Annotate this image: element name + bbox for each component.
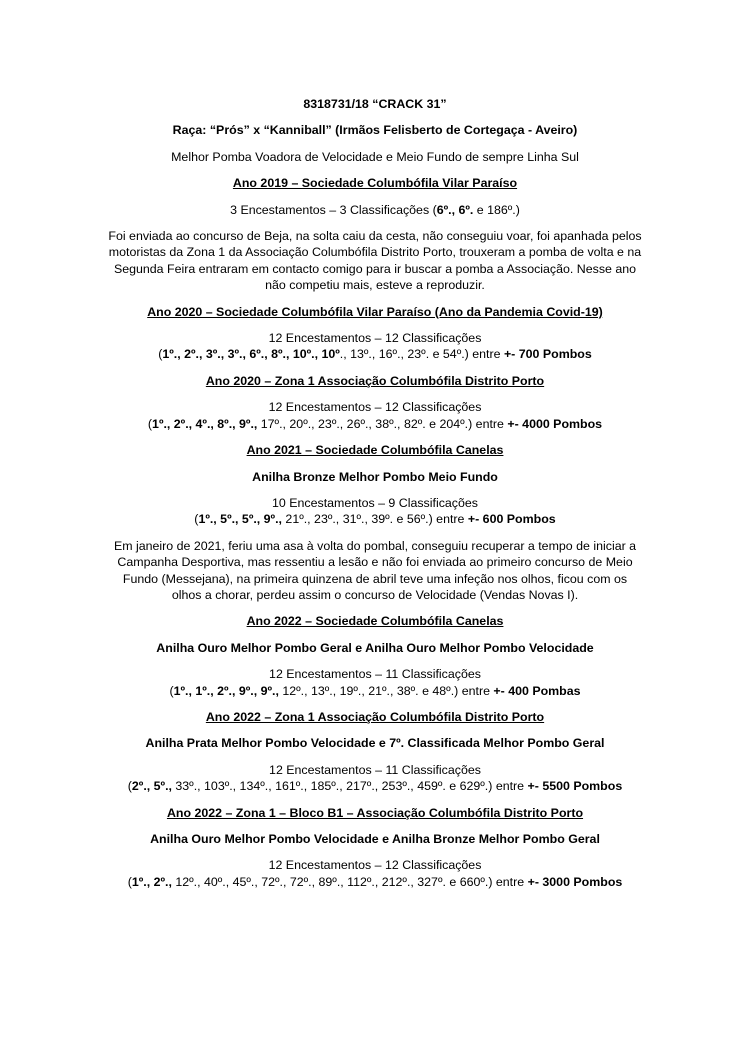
results-top-places: 2º., 5º., (131, 779, 172, 794)
results-field-size: +- 3000 Pombos (527, 874, 623, 889)
results-open: ( (158, 347, 163, 362)
results-stats: 12 Encestamentos – 12 Classificações (268, 400, 482, 415)
stats-text-end: e 186º.) (473, 202, 520, 217)
section-2022a-heading: Ano 2022 – Sociedade Columbófila Canelas (246, 614, 504, 629)
section-2022a-results (108, 666, 642, 699)
results-other-places: 21º., 23º., 31º., 39º. e 56º.) entre (281, 512, 468, 527)
stats-text: 3 Encestamentos – 3 Classificações ( (230, 202, 437, 217)
results-field-size: +- 400 Pombas (493, 683, 581, 698)
section-2021-award: Anilha Bronze Melhor Pombo Meio Fundo (252, 469, 498, 484)
section-2022b-award: Anilha Prata Melhor Pombo Velocidade e 7º. Classificada Melhor Pombo Geral (145, 736, 605, 751)
results-stats: 10 Encestamentos – 9 Classificações (272, 495, 478, 510)
section-2022b-heading: Ano 2022 – Zona 1 Associação Columbófila Distrito Porto (205, 709, 545, 724)
section-2021-heading: Ano 2021 – Sociedade Columbófila Canelas (246, 443, 504, 458)
results-other-places: ., 13º., 16º., 23º. e 54º.) entre (339, 347, 504, 362)
results-other-places: 12º., 13º., 19º., 21º., 38º. e 48º.) entre (278, 683, 494, 698)
section-2019-heading: Ano 2019 – Sociedade Columbófila Vilar Paraíso (232, 176, 518, 191)
section-2022b-results (108, 762, 642, 795)
results-stats: 12 Encestamentos – 12 Classificações (268, 331, 482, 346)
results-other-places: 12º., 40º., 45º., 72º., 72º., 89º., 112º., 212º., 327º. e 660º.) entre (171, 874, 528, 889)
section-2019-narrative: Foi enviada ao concurso de Beja, na solta caiu da cesta, não conseguiu voar, foi apanhada pelos motoristas da Zona 1 da Associação Columbófila Distrito Porto, trouxeram a pomba de volta e na Segunda Feira entraram em contacto comigo para ir buscar a pomba a Associação. Nesse ano não competiu mais, esteve a reproduzir. (108, 229, 642, 293)
results-field-size: +- 600 Pombos (467, 512, 556, 527)
results-other-places: 33º., 103º., 134º., 161º., 185º., 217º., 253º., 459º. e 629º.) entre (171, 779, 528, 794)
section-2019-stats (108, 202, 642, 218)
results-top-places: 1º., 5º., 5º., 9º., (198, 512, 282, 527)
results-open: ( (127, 874, 132, 889)
results-stats: 12 Encestamentos – 12 Classificações (268, 858, 482, 873)
section-2020a-results (108, 330, 642, 363)
results-field-size: +- 5500 Pombos (527, 779, 623, 794)
tagline: Melhor Pomba Voadora de Velocidade e Meio Fundo de sempre Linha Sul (171, 149, 579, 164)
section-2020a-heading: Ano 2020 – Sociedade Columbófila Vilar Paraíso (Ano da Pandemia Covid-19) (147, 304, 603, 319)
results-open: ( (194, 512, 199, 527)
results-open: ( (147, 416, 153, 431)
results-top-places: 1º., 2º., (131, 874, 172, 889)
results-top-places: 1º., 2º., 4º., 8º., 9º., (152, 416, 258, 431)
results-open: ( (127, 779, 132, 794)
ring-title: 8318731/18 “CRACK 31” (303, 97, 447, 111)
section-2021-results (108, 495, 642, 528)
results-field-size: +- 700 Pombos (503, 347, 592, 362)
results-open: ( (169, 683, 174, 698)
section-2020b-heading: Ano 2020 – Zona 1 Associação Columbófila Distrito Porto (205, 373, 545, 388)
results-stats: 12 Encestamentos – 11 Classificações (269, 667, 481, 682)
section-2020b-results (108, 399, 642, 432)
section-2022c-award: Anilha Ouro Melhor Pombo Velocidade e Anilha Bronze Melhor Pombo Geral (150, 832, 600, 846)
results-top-places: 1º., 1º., 2º., 9º., 9º., (173, 683, 279, 698)
breed-line: Raça: “Prós” x “Kanniball” (Irmãos Felisberto de Cortegaça - Aveiro) (172, 123, 578, 138)
results-field-size: +- 4000 Pombos (507, 416, 603, 431)
section-2022c-results (108, 857, 642, 890)
section-2021-narrative: Em janeiro de 2021, feriu uma asa à volta do pombal, conseguiu recuperar a tempo de iniciar a Campanha Desportiva, mas ressentiu a lesão e não foi enviada ao primeiro concurso de Meio Fundo (Messejana), na primeira quinzena de abril teve uma infeção nos olhos, ficou com os olhos a chorar, perdeu assim o concurso de Velocidade (Vendas Novas I). (113, 538, 637, 602)
results-stats: 12 Encestamentos – 11 Classificações (269, 762, 481, 777)
section-2022a-award: Anilha Ouro Melhor Pombo Geral e Anilha Ouro Melhor Pombo Velocidade (156, 640, 594, 655)
section-2022c-heading: Ano 2022 – Zona 1 – Bloco B1 – Associação Columbófila Distrito Porto (166, 805, 584, 820)
stats-bold: 6º., 6º. (436, 202, 474, 217)
results-other-places: 17º., 20º., 23º., 26º., 38º., 82º. e 204º.) entre (257, 416, 508, 431)
results-top-places: 1º., 2º., 3º., 3º., 6º., 8º., 10º., 10º (162, 347, 340, 362)
